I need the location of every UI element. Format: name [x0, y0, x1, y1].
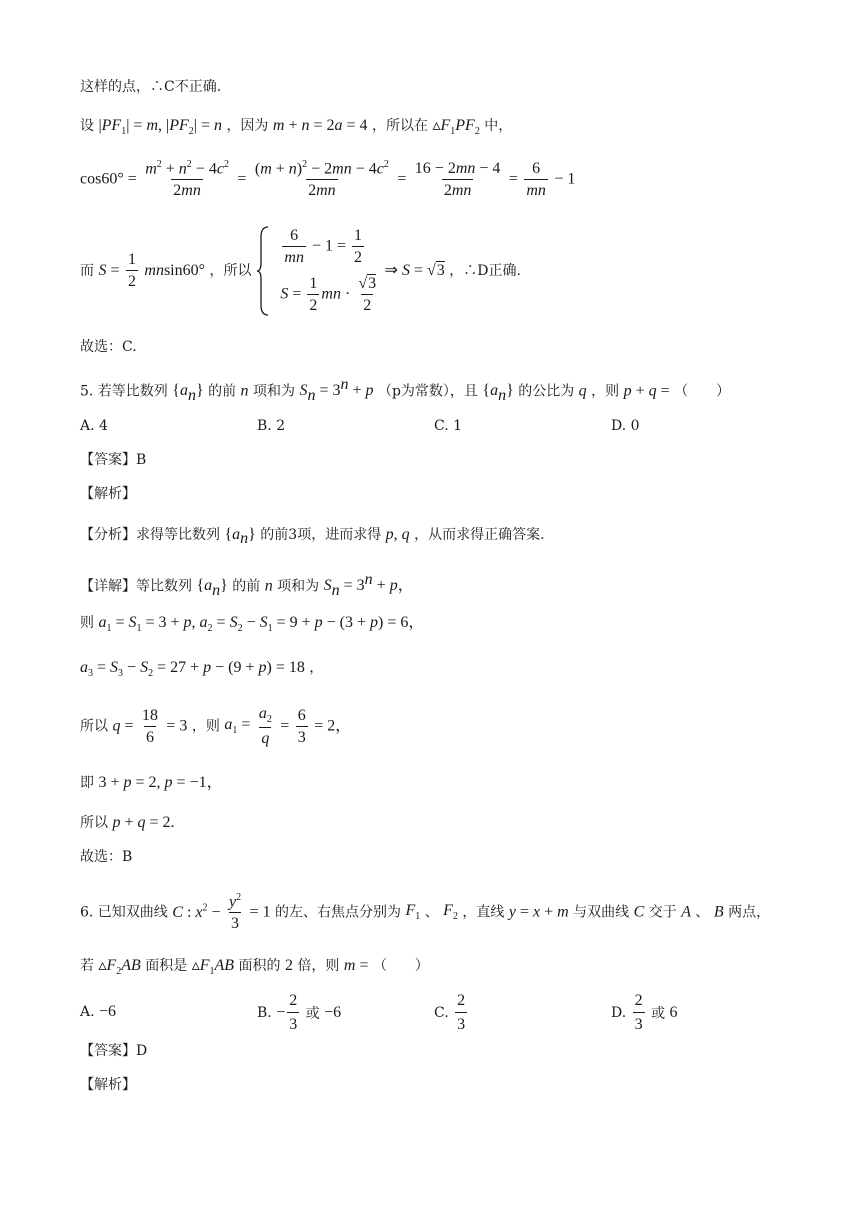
math-expr: m + n = 2a = 4	[272, 117, 368, 134]
line-text: 即	[80, 775, 94, 791]
math-expr: S =	[98, 262, 120, 279]
question-stem: 6. 已知双曲线 C : $x^2$ − $\frac{y^2}{3}$ = 1 的左、右焦点分别为 $F_1$ 、 $F_2$ ，直线 y = x + m 与双曲线 C 交于 A 、 B 两点，	[80, 892, 771, 933]
choice-label: B.	[257, 1005, 272, 1021]
line-text: 则	[80, 615, 94, 631]
line-text: ，因为	[226, 118, 269, 134]
line-text: ，所以在	[372, 118, 428, 134]
line-text: ，则	[591, 383, 620, 400]
choice-label: C.	[434, 1005, 449, 1021]
math-expr: $|PF_1| = m$, $|PF_2| = n$	[98, 117, 222, 138]
choice-label: A.	[80, 1004, 95, 1020]
line-text: 、	[424, 904, 439, 921]
line-text: 的前3项，进而求得	[260, 527, 382, 543]
analysis-label: 【解析】	[80, 1077, 136, 1093]
line-text: 故选：C.	[80, 339, 137, 355]
formula-line: cos60° = $\frac{m^2 + n^2 - 4c^2}{2mn}$ = $\frac{(m + n)^2 - 2mn - 4c^2}{2mn}$ = $\frac{16 - 2mn - 4}{2mn}$ = $\frac{6}{mn}$ − 1	[80, 159, 576, 200]
text-line: 【分析】求得等比数列 $\{a_n\}$ 的前3项，进而求得 p, q ，从而求得正确答案.	[80, 526, 545, 548]
line-text: ，所以	[209, 263, 252, 279]
text-line	[80, 340, 137, 354]
text-line: 【详解】等比数列 $\{a_n\}$ 的前 n 项和为 $S_n = 3^n + p$，	[80, 571, 414, 599]
line-text: 的前	[208, 383, 237, 400]
line-text: 的公比为	[518, 383, 575, 400]
line-text: 所以	[80, 815, 108, 831]
equation-system: $\frac{6}{mn}$ − 1 = $\frac{1}{2}$ S = $\frac{1}{2}$ mn · $\frac{√3}{2}$	[280, 227, 377, 314]
text-line	[80, 615, 424, 634]
line-text: 中，	[484, 118, 513, 134]
line-text: ，直线	[462, 904, 505, 921]
line-text: ，	[309, 660, 324, 676]
math-expr: $\{a_n\}$	[482, 382, 514, 404]
line-text: 【分析】求得等比数列	[80, 527, 220, 543]
line-text: 6. 已知双曲线	[80, 904, 168, 921]
math-expr: $▵F_1PF_2$	[432, 117, 480, 138]
line-text: 交于	[648, 904, 677, 921]
math-expr: $\{a_n\}$	[224, 526, 256, 548]
text-line	[80, 660, 323, 679]
choice-b[interactable]: B. − $\frac{2}{3}$ 或 −6	[257, 992, 342, 1033]
math-expr: $\{a_n\}$	[172, 382, 204, 404]
fraction: $\frac{16 - 2mn - 4}{2mn}$	[414, 159, 501, 199]
line-text: ，则	[191, 718, 220, 735]
math-expr: $\{a_n\}$	[196, 577, 228, 599]
line-text: ，从而求得正确答案.	[414, 527, 545, 543]
choice-a[interactable]: A. 4	[80, 418, 108, 434]
fraction: $\frac{6}{mn}$	[526, 159, 546, 199]
line-text: 【详解】等比数列	[80, 578, 192, 595]
line-text: 项和为	[277, 578, 320, 595]
line-text: 或	[651, 1006, 666, 1022]
line-text: 、	[695, 904, 710, 921]
choice-b[interactable]: B. 2	[257, 418, 286, 434]
choice-a[interactable]: A. −6	[80, 1003, 117, 1020]
line-text: （ ）	[674, 383, 731, 400]
fraction: $\frac{m^2 + n^2 - 4c^2}{2mn}$	[145, 159, 229, 200]
math-expr: p + q =	[623, 382, 670, 400]
choice-d[interactable]: D. 0	[611, 418, 640, 434]
line-text: 项和为	[253, 383, 295, 400]
line-text: 这样的点，∴C不正确.	[80, 79, 222, 95]
fraction: $\frac{(m + n)^2 - 2mn - 4c^2}{2mn}$	[254, 159, 389, 200]
line-text: 或	[305, 1006, 320, 1022]
choice-c[interactable]: C. $\frac{2}{3}$	[434, 992, 466, 1033]
math-expr: $a_1 = S_1 = 3 + p$, $a_2 = S_2 - S_1 = 9 + p - (3 + p) = 6$，	[98, 614, 425, 635]
line-text: （ ）	[372, 958, 429, 974]
math-expr: $a_3 = S_3 - S_2 = 27 + p - (9 + p) = 18$	[80, 659, 305, 680]
text-line: 所以 p + q = 2.	[80, 814, 175, 831]
formula-line: 所以 q = $\frac{18}{6}$ = 3 ，则 $a_1$ = $\frac{a_2}{q}$ = $\frac{6}{3}$ = 2，	[80, 705, 352, 748]
line-text: （p为常数），且	[377, 383, 478, 400]
choice-c[interactable]: C. 1	[434, 418, 463, 434]
conclusion-text: 故选：B	[80, 849, 133, 865]
line-text: 的左、右焦点分别为	[275, 904, 402, 921]
text-line: 若 $▵F_2AB$ 面积是 $▵F_1AB$ 面积的 2 倍，则 m = （ ）	[80, 957, 429, 978]
math-expr: $S_n = 3^n + p$	[299, 376, 374, 404]
line-text: 所以	[80, 718, 108, 735]
line-text: 而	[80, 263, 94, 279]
left-brace-icon	[256, 225, 270, 317]
text-line	[80, 118, 512, 137]
line-text: 5. 若等比数列	[80, 383, 168, 400]
formula-line: 而 S = $\frac{1}{2}$ mnsin60° ，所以 $\frac{6}{mn}$ − 1 = $\frac{1}{2}$ S = $\frac{1}{2}$ mn · $\frac{√3}{2}$ ⇒ S = √3 ，∴D正确.	[80, 225, 521, 317]
math-expr: $S_n = 3^n + p$，	[323, 571, 414, 599]
question-stem: 5. 若等比数列 $\{a_n\}$ 的前 n 项和为 $S_n = 3^n + p$ （p为常数），且 $\{a_n\}$ 的公比为 q ，则 p + q = （ ）	[80, 376, 731, 404]
line-text: 面积是	[145, 958, 188, 974]
line-text: 两点，	[728, 904, 771, 921]
math-expr: cos60° =	[80, 170, 137, 188]
line-text: 的前	[232, 578, 261, 595]
answer-label: 【答案】D	[80, 1043, 148, 1059]
choice-d[interactable]: D. $\frac{2}{3}$ 或 6	[611, 992, 678, 1033]
text-line	[80, 80, 221, 94]
text-line: 即 3 + p = 2, p = −1，	[80, 774, 223, 791]
line-text: 与双曲线	[573, 904, 630, 921]
analysis-label: 【解析】	[80, 486, 136, 502]
line-text: 面积的	[238, 958, 281, 974]
answer-label: 【答案】B	[80, 452, 147, 468]
line-text: 若	[80, 958, 94, 974]
choice-label: D.	[611, 1005, 627, 1021]
line-text: ，∴D正确.	[449, 263, 521, 279]
line-text: 设	[80, 118, 94, 134]
line-text: 倍，则	[297, 958, 340, 974]
fraction: $\frac{1}{2}$	[127, 251, 136, 290]
